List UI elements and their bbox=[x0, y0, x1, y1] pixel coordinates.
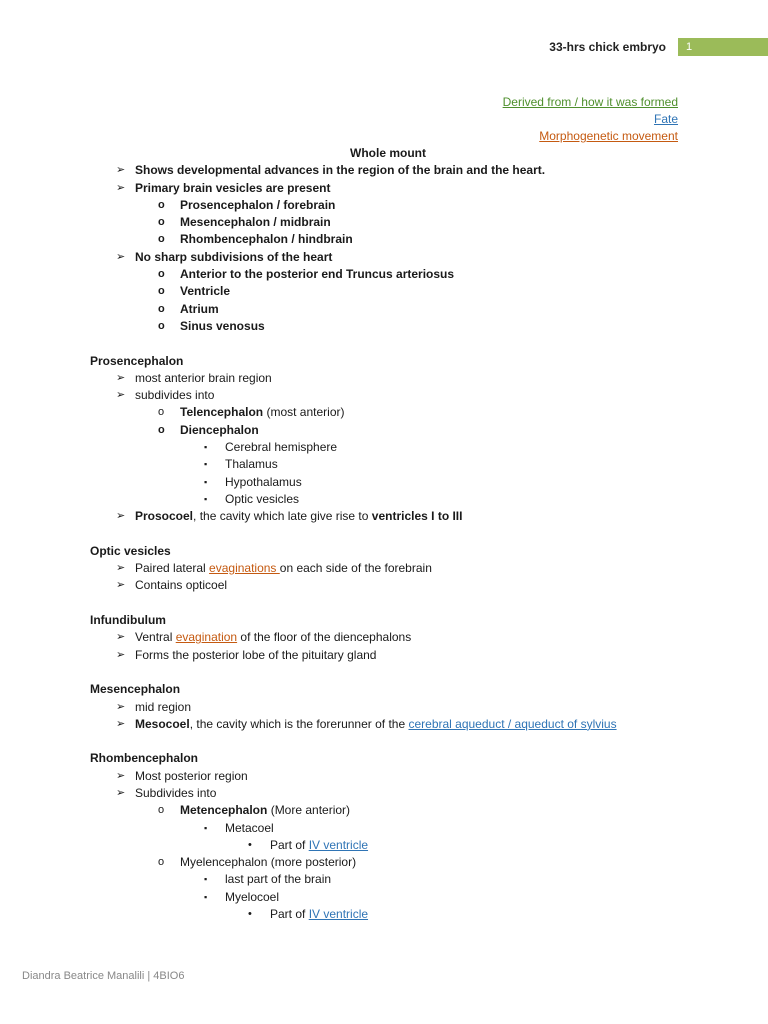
fate-term-link[interactable]: cerebral aqueduct / aqueduct of sylvius bbox=[408, 716, 617, 731]
list-item: ➢ subdivides into bbox=[90, 387, 690, 404]
arrow-bullet-icon: ➢ bbox=[116, 250, 126, 263]
list-item: ➢ mid region bbox=[90, 699, 690, 716]
section-title-rhombencephalon: Rhombencephalon bbox=[90, 751, 199, 766]
circle-bullet-icon: o bbox=[158, 268, 165, 281]
square-bullet-icon: ▪ bbox=[204, 891, 208, 902]
list-item: o Ventricle bbox=[90, 283, 690, 300]
page-header bbox=[549, 38, 768, 56]
list-item: o Prosencephalon / forebrain bbox=[90, 197, 690, 214]
list-item: ➢ No sharp subdivisions of the heart bbox=[90, 249, 690, 266]
color-legend bbox=[503, 94, 678, 145]
list-item: ➢ Shows developmental advances in the region of the brain and the heart. bbox=[90, 162, 690, 179]
square-bullet-icon: ▪ bbox=[204, 459, 208, 470]
list-item: ➢ Primary brain vesicles are present bbox=[90, 180, 690, 197]
list-item: o Anterior to the posterior end Truncus arteriosus bbox=[90, 266, 690, 283]
circle-bullet-icon: o bbox=[158, 302, 165, 315]
arrow-bullet-icon: ➢ bbox=[116, 700, 126, 713]
list-item: ➢ Ventral evagination of the floor of the diencephalons bbox=[90, 629, 690, 646]
list-item: • Part of IV ventricle bbox=[90, 837, 690, 854]
header-title: 33-hrs chick embryo bbox=[549, 40, 666, 54]
list-item: ➢ Subdivides into bbox=[90, 785, 690, 802]
legend-morphogenetic: Morphogenetic movement bbox=[539, 129, 678, 143]
list-item: ▪ Cerebral hemisphere bbox=[90, 439, 690, 456]
arrow-bullet-icon: ➢ bbox=[116, 631, 126, 644]
circle-bullet-icon: o bbox=[158, 198, 165, 211]
list-item: ➢ Contains opticoel bbox=[90, 577, 690, 594]
arrow-bullet-icon: ➢ bbox=[116, 717, 126, 730]
list-item: o Rhombencephalon / hindbrain bbox=[90, 231, 690, 248]
list-item: o Mesencephalon / midbrain bbox=[90, 214, 690, 231]
page-footer: Diandra Beatrice Manalili | 4BIO6 bbox=[22, 970, 185, 982]
section-title-infundibulum: Infundibulum bbox=[90, 613, 166, 628]
arrow-bullet-icon: ➢ bbox=[116, 389, 126, 402]
list-item: ▪ Thalamus bbox=[90, 456, 690, 473]
circle-bullet-icon: o bbox=[158, 406, 165, 419]
list-item: ▪ Optic vesicles bbox=[90, 491, 690, 508]
square-bullet-icon: ▪ bbox=[204, 493, 208, 504]
fate-term-link[interactable]: IV ventricle bbox=[308, 907, 369, 922]
circle-bullet-icon: o bbox=[158, 233, 165, 246]
arrow-bullet-icon: ➢ bbox=[116, 769, 126, 782]
fate-term-link[interactable]: IV ventricle bbox=[308, 837, 369, 852]
arrow-bullet-icon: ➢ bbox=[116, 579, 126, 592]
circle-bullet-icon: o bbox=[158, 423, 165, 436]
list-item: o Metencephalon (More anterior) bbox=[90, 802, 690, 819]
arrow-bullet-icon: ➢ bbox=[116, 648, 126, 661]
legend-fate: Fate bbox=[653, 112, 678, 126]
circle-bullet-icon: o bbox=[158, 804, 165, 817]
list-item: ➢ Mesocoel, the cavity which is the forerunner of the cerebral aqueduct / aqueduct of sylvius bbox=[90, 716, 690, 733]
list-item: ➢ most anterior brain region bbox=[90, 370, 690, 387]
circle-bullet-icon: o bbox=[158, 285, 165, 298]
dot-bullet-icon: • bbox=[248, 908, 252, 921]
section-title-optic-vesicles: Optic vesicles bbox=[90, 543, 171, 558]
list-item: o Telencephalon (most anterior) bbox=[90, 404, 690, 421]
document-body bbox=[90, 145, 690, 923]
square-bullet-icon: ▪ bbox=[204, 822, 208, 833]
arrow-bullet-icon: ➢ bbox=[116, 181, 126, 194]
list-item: ➢ Forms the posterior lobe of the pituitary gland bbox=[90, 647, 690, 664]
list-item: ➢ Most posterior region bbox=[90, 768, 690, 785]
section-title-mesencephalon: Mesencephalon bbox=[90, 682, 181, 697]
arrow-bullet-icon: ➢ bbox=[116, 562, 126, 575]
arrow-bullet-icon: ➢ bbox=[116, 164, 126, 177]
list-item: o Atrium bbox=[90, 301, 690, 318]
section-title-prosencephalon: Prosencephalon bbox=[90, 353, 184, 368]
morphogenetic-term-link[interactable]: evagination bbox=[175, 630, 238, 645]
square-bullet-icon: ▪ bbox=[204, 476, 208, 487]
square-bullet-icon: ▪ bbox=[204, 442, 208, 453]
circle-bullet-icon: o bbox=[158, 216, 165, 229]
list-item: ▪ Hypothalamus bbox=[90, 474, 690, 491]
legend-derived: Derived from / how it was formed bbox=[502, 95, 678, 109]
circle-bullet-icon: o bbox=[158, 319, 165, 332]
list-item: • Part of IV ventricle bbox=[90, 906, 690, 923]
arrow-bullet-icon: ➢ bbox=[116, 510, 126, 523]
arrow-bullet-icon: ➢ bbox=[116, 786, 126, 799]
section-title-whole-mount: Whole mount bbox=[350, 146, 426, 160]
morphogenetic-term-link[interactable]: evaginations bbox=[209, 561, 280, 576]
circle-bullet-icon: o bbox=[158, 856, 165, 869]
arrow-bullet-icon: ➢ bbox=[116, 371, 126, 384]
list-item: o Diencephalon bbox=[90, 422, 690, 439]
list-item: ➢ Prosocoel, the cavity which late give rise to ventricles I to III bbox=[90, 508, 690, 525]
list-item: o Sinus venosus bbox=[90, 318, 690, 335]
list-item: ➢ Paired lateral evaginations on each side of the forebrain bbox=[90, 560, 690, 577]
list-item: ▪ last part of the brain bbox=[90, 871, 690, 888]
list-item: ▪ Myelocoel bbox=[90, 889, 690, 906]
dot-bullet-icon: • bbox=[248, 838, 252, 851]
list-item: o Myelencephalon (more posterior) bbox=[90, 854, 690, 871]
list-item: ▪ Metacoel bbox=[90, 820, 690, 837]
square-bullet-icon: ▪ bbox=[204, 874, 208, 885]
page-number: 1 bbox=[678, 38, 768, 56]
